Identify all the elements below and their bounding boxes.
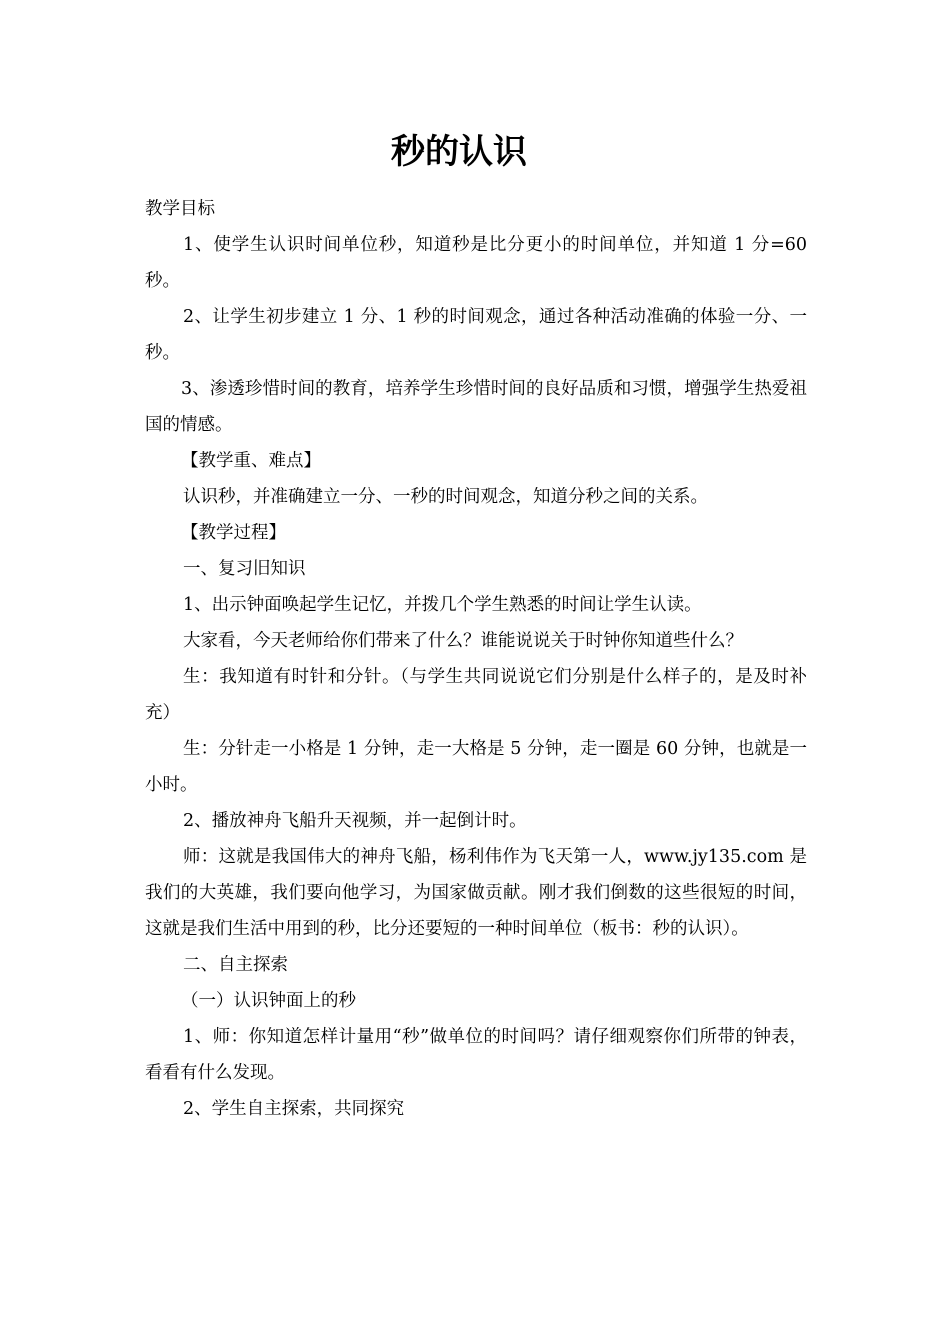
paragraph-goal-2: 2、让学生初步建立 1 分、1 秒的时间观念，通过各种活动准确的体验一分、一秒。 bbox=[145, 307, 807, 363]
paragraph-goal-3: 3、渗透珍惜时间的教育，培养学生珍惜时间的良好品质和习惯，增强学生热爱祖国的情感。 bbox=[145, 379, 807, 435]
paragraph-student-answer-2: 生：分针走一小格是 1 分钟，走一大格是 5 分钟，走一圈是 60 分钟，也就是一小时。 bbox=[145, 739, 807, 795]
paragraph-key-points-heading: 【教学重、难点】 bbox=[181, 451, 321, 471]
page-title: 秒的认识 bbox=[391, 132, 527, 172]
paragraph-teacher-question-2: 1、师：你知道怎样计量用“秒”做单位的时间吗？请仔细观察你们所带的钟表，看看有什么发现。 bbox=[145, 1027, 807, 1083]
paragraph-teaching-goals-heading: 教学目标 bbox=[145, 199, 215, 219]
paragraph-student-answer-1: 生：我知道有时针和分针。（与学生共同说说它们分别是什么样子的，是及时补充） bbox=[145, 667, 807, 723]
paragraph-subsection-1-heading: （一）认识钟面上的秒 bbox=[181, 991, 356, 1011]
paragraph-student-exploration: 2、学生自主探索，共同探究 bbox=[183, 1099, 405, 1119]
paragraph-section-2-heading: 二、自主探索 bbox=[183, 955, 288, 975]
paragraph-step-1: 1、出示钟面唤起学生记忆，并拨几个学生熟悉的时间让学生认读。 bbox=[183, 595, 702, 615]
paragraph-step-2: 2、播放神舟飞船升天视频，并一起倒计时。 bbox=[183, 811, 527, 831]
paragraph-goal-1: 1、使学生认识时间单位秒，知道秒是比分更小的时间单位，并知道 1 分=60 秒。 bbox=[145, 235, 807, 291]
paragraph-section-1-heading: 一、复习旧知识 bbox=[183, 559, 306, 579]
paragraph-teacher-question: 大家看，今天老师给你们带来了什么？谁能说说关于时钟你知道些什么？ bbox=[183, 631, 743, 651]
paragraph-teacher-explanation: 师：这就是我国伟大的神舟飞船，杨利伟作为飞天第一人，www.jy135.com 是我们的大英雄，我们要向他学习，为国家做贡献。刚才我们倒数的这些很短的时间，这就是我们生活中用到的秒，比分还要短的一种时间单位（板书：秒的认识）。 bbox=[145, 847, 807, 939]
document-body bbox=[145, 191, 807, 1127]
paragraph-process-heading: 【教学过程】 bbox=[181, 523, 286, 543]
paragraph-key-points: 认识秒，并准确建立一分、一秒的时间观念，知道分秒之间的关系。 bbox=[183, 487, 708, 507]
